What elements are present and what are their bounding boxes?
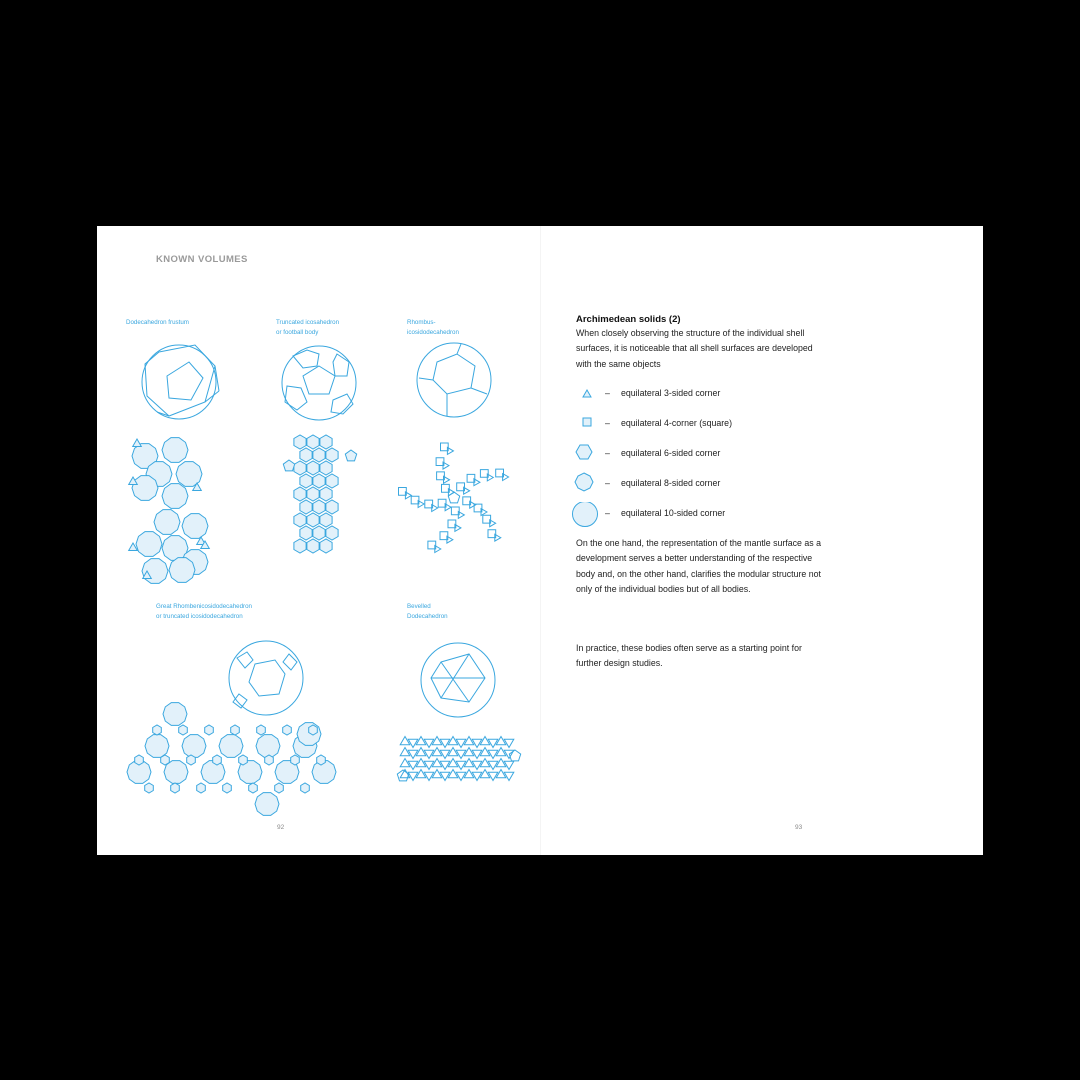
- legend-item-hexagon: – equilateral 6-sided corner: [572, 442, 872, 468]
- truncated-icosahedron-net: [283, 435, 356, 553]
- intro-paragraph: When closely observing the structure of the individual shell surfaces, it is noticeable that all shell surfaces are developed with the same objects: [576, 328, 813, 369]
- body-paragraph-1: On the one hand, the representation of the mantle surface as a development serves a better understanding of the respective body and, on the other hand, clarifies the modular structure not only of the individual bodies but of all bodies.: [576, 538, 822, 594]
- page-heading: Archimedean solids (2): [576, 314, 681, 325]
- legend-item-triangle: – equilateral 3-sided corner: [572, 382, 872, 408]
- page-number-right: 93: [795, 824, 803, 831]
- square-icon: [572, 412, 600, 438]
- octagon-icon: [572, 472, 600, 498]
- rhombicosidodecahedron-net: [399, 443, 509, 553]
- legend-item-decagon: – equilateral 10-sided corner: [572, 502, 872, 528]
- legend-label: equilateral 10-sided corner: [621, 508, 726, 518]
- bevelled-dodecahedron-net: [397, 737, 520, 781]
- legend-label: equilateral 6-sided corner: [621, 448, 721, 458]
- legend-item-octagon: – equilateral 8-sided corner: [572, 472, 872, 498]
- decagon-icon: [572, 502, 602, 532]
- figure-caption-great-rhombicosidodecahedron: Great Rhombenicosidodecahedron or truncated icosidodecahedron: [156, 603, 252, 620]
- rhombicosidodecahedron-solid: [417, 343, 491, 417]
- section-title: KNOWN VOLUMES: [156, 254, 248, 265]
- triangle-icon: [572, 382, 600, 408]
- legend-label: equilateral 8-sided corner: [621, 478, 721, 488]
- dodecahedron-frustum-net: [129, 438, 210, 584]
- figure-caption-dodecahedron-frustum: Dodecahedron frustum: [126, 319, 189, 326]
- truncated-icosahedron-solid: [282, 346, 356, 420]
- dodecahedron-frustum-solid: [142, 345, 219, 419]
- hexagon-icon: [572, 442, 600, 468]
- figure-caption-rhombicosidodecahedron: Rhombus- icosidodecahedron: [407, 319, 459, 336]
- figure-caption-truncated-icosahedron: Truncated icosahedron or football body: [276, 319, 340, 336]
- great-rhombicosidodecahedron-net: [127, 703, 336, 816]
- page-gutter: [540, 226, 541, 855]
- book-spread: [97, 226, 983, 855]
- bevelled-dodecahedron-solid: [421, 643, 495, 717]
- legend-label: equilateral 4-corner (square): [621, 418, 732, 428]
- solids-illustrations: [97, 226, 540, 855]
- legend-item-square: – equilateral 4-corner (square): [572, 412, 872, 438]
- figure-caption-bevelled-dodecahedron: Bevelled Dodecahedron: [407, 603, 448, 620]
- page-number-left: 92: [277, 824, 285, 831]
- legend-label: equilateral 3-sided corner: [621, 388, 721, 398]
- body-paragraph-2: In practice, these bodies often serve as a starting point for further design studies.: [576, 643, 802, 669]
- great-rhombicosidodecahedron-solid: [229, 641, 303, 715]
